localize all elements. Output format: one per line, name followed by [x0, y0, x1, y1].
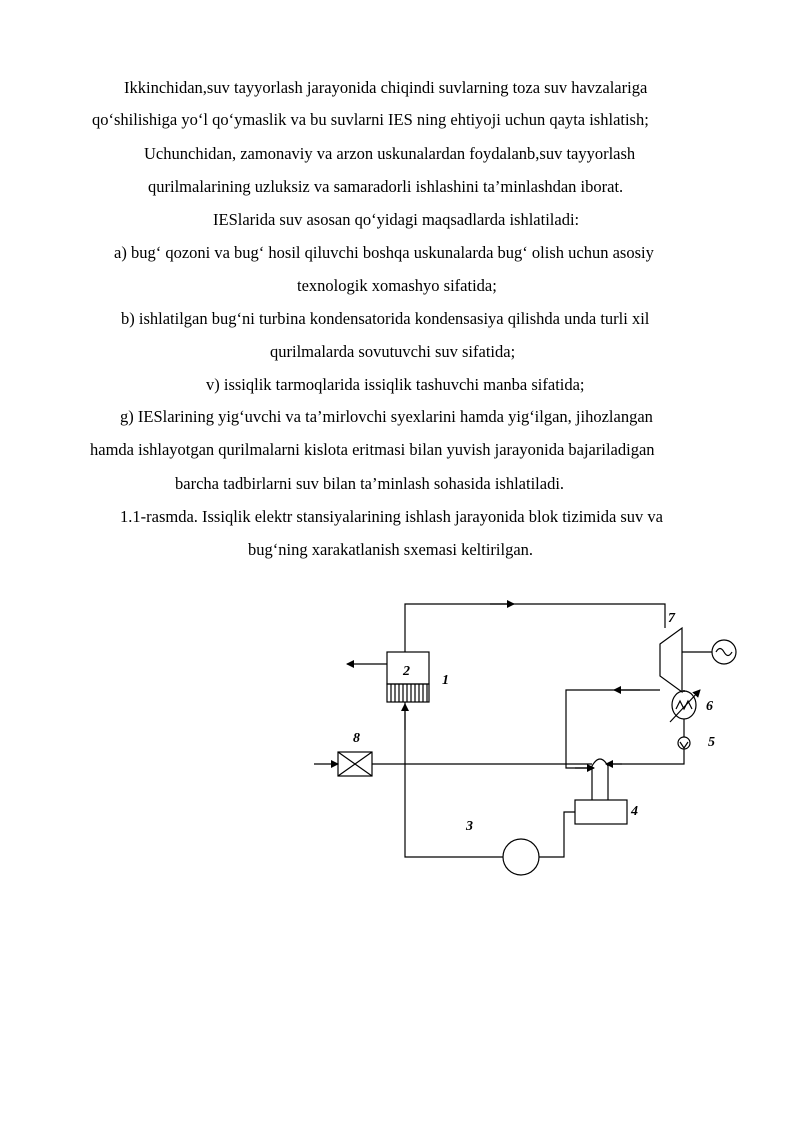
extraction-line: [566, 690, 660, 768]
text-line-11: g) IESlarining yig‘uvchi va ta’mirlovchi syexlarini hamda yig‘ilgan, jihozlangan: [120, 407, 653, 426]
text-line-1: Ikkinchidan,suv tayyorlash jarayonida chiqindi suvlarning toza suv havzalariga: [124, 78, 648, 97]
text-line-12: hamda ishlayotgan qurilmalarni kislota eritmasi bilan yuvish jarayonida bajariladigan: [90, 440, 655, 459]
text-line-2: qo‘shilishiga yo‘l qo‘ymaslik va bu suvlarni IES ning ehtiyoji uchun qayta ishlatish;: [92, 110, 649, 129]
water-steam-cycle-diagram: [300, 590, 760, 890]
condensate-line: [606, 749, 684, 764]
deaerator-column: [592, 759, 608, 800]
text-line-4: qurilmalarining uzluksiz va samaradorli ishlashini ta’minlashdan iborat.: [148, 177, 624, 196]
label-4: 4: [631, 804, 638, 819]
text-line-3: Uchunchidan, zamonaviy va arzon uskunalardan foydalanb,suv tayyorlash: [144, 144, 636, 163]
feedwater-return: [405, 702, 503, 857]
text-line-14: 1.1-rasmda. Issiqlik elektr stansiyalarining ishlash jarayonida blok tizimida suv va: [120, 507, 664, 526]
deaerator-tank: [575, 800, 627, 824]
label-7: 7: [668, 611, 675, 626]
label-1: 1: [442, 673, 449, 688]
text-line-9: qurilmalarda sovutuvchi suv sifatida;: [270, 342, 516, 361]
label-3: 3: [466, 819, 473, 834]
feed-pump: [503, 839, 539, 875]
text-line-7: texnologik xomashyo sifatida;: [297, 276, 497, 295]
label-5: 5: [708, 735, 715, 750]
text-line-13: barcha tadbirlarni suv bilan ta’minlash sohasida ishlatiladi.: [175, 474, 565, 493]
text-line-5: IESlarida suv asosan qo‘yidagi maqsadlarda ishlatiladi:: [213, 210, 580, 229]
text-line-6: a) bug‘ qozoni va bug‘ hosil qiluvchi boshqa uskunalarda bug‘ olish uchun asosiy: [114, 243, 654, 262]
generator-sine: [716, 649, 732, 656]
boiler-tube-hatching: [391, 684, 427, 702]
label-2: 2: [403, 664, 410, 679]
turbine: [660, 628, 682, 692]
text-line-15: bug‘ning xarakatlanish sxemasi keltirilgan.: [248, 540, 534, 559]
text-line-8: b) ishlatilgan bug‘ni turbina kondensatorida kondensasiya qilishda unda turli xil: [121, 309, 650, 328]
feedwater-line: [539, 812, 575, 857]
steam-line: [405, 604, 665, 652]
condenser: [672, 691, 696, 719]
label-8: 8: [353, 731, 360, 746]
label-6: 6: [706, 699, 713, 714]
text-line-10: v) issiqlik tarmoqlarida issiqlik tashuvchi manba sifatida;: [206, 375, 585, 394]
